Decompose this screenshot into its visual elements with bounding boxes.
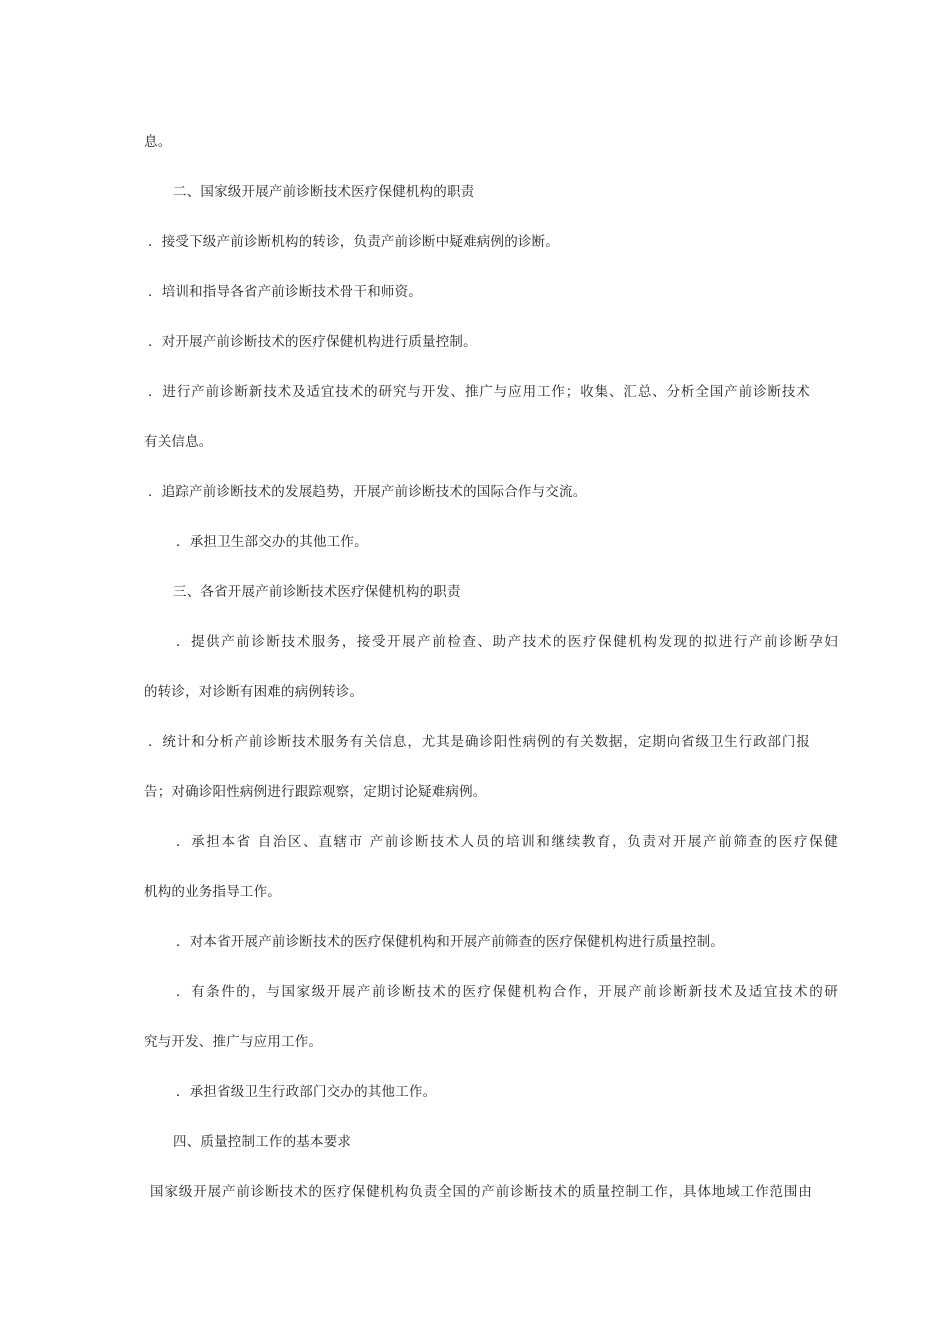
section-heading-3: 三、各省开展产前诊断技术医疗保健机构的职责 [173,584,461,600]
list-item-continuation: 有关信息。 [144,434,213,450]
paragraph-continuation: 息。 [144,134,172,150]
list-item: ．进行产前诊断新技术及适宜技术的研究与开发、推广与应用工作；收集、汇总、分析全国产前诊断技术 [148,384,810,400]
list-item: ．有条件的，与国家级开展产前诊断技术的医疗保健机构合作，开展产前诊断新技术及适宜技术的研 [176,984,838,1000]
list-item: ．对本省开展产前诊断技术的医疗保健机构和开展产前筛查的医疗保健机构进行质量控制。 [176,934,724,950]
list-item-continuation: 机构的业务指导工作。 [144,884,281,900]
list-item-continuation: 的转诊，对诊断有困难的病例转诊。 [144,684,364,700]
list-item: ．统计和分析产前诊断技术服务有关信息，尤其是确诊阳性病例的有关数据，定期向省级卫生行政部门报 [148,734,810,750]
list-item: ．追踪产前诊断技术的发展趋势，开展产前诊断技术的国际合作与交流。 [148,484,587,500]
list-item: ．接受下级产前诊断机构的转诊，负责产前诊断中疑难病例的诊断。 [148,234,559,250]
list-item: ．承担省级卫生行政部门交办的其他工作。 [176,1084,437,1100]
list-item: ．承担卫生部交办的其他工作。 [176,534,368,550]
list-item-continuation: 告；对确诊阳性病例进行跟踪观察，定期讨论疑难病例。 [144,784,487,800]
list-item: ．培训和指导各省产前诊断技术骨干和师资。 [148,284,422,300]
list-item-continuation: 究与开发、推广与应用工作。 [144,1034,323,1050]
section-heading-4: 四、质量控制工作的基本要求 [173,1134,352,1150]
list-item: ．承担本省 自治区、直辖市 产前诊断技术人员的培训和继续教育，负责对开展产前筛查的医疗保健 [176,834,838,850]
list-item: ．提供产前诊断技术服务，接受开展产前检查、助产技术的医疗保健机构发现的拟进行产前诊断孕妇 [176,634,838,650]
list-item: ．对开展产前诊断技术的医疗保健机构进行质量控制。 [148,334,477,350]
body-paragraph: 国家级开展产前诊断技术的医疗保健机构负责全国的产前诊断技术的质量控制工作，具体地域工作范围由 [150,1184,812,1200]
section-heading-2: 二、国家级开展产前诊断技术医疗保健机构的职责 [173,184,475,200]
